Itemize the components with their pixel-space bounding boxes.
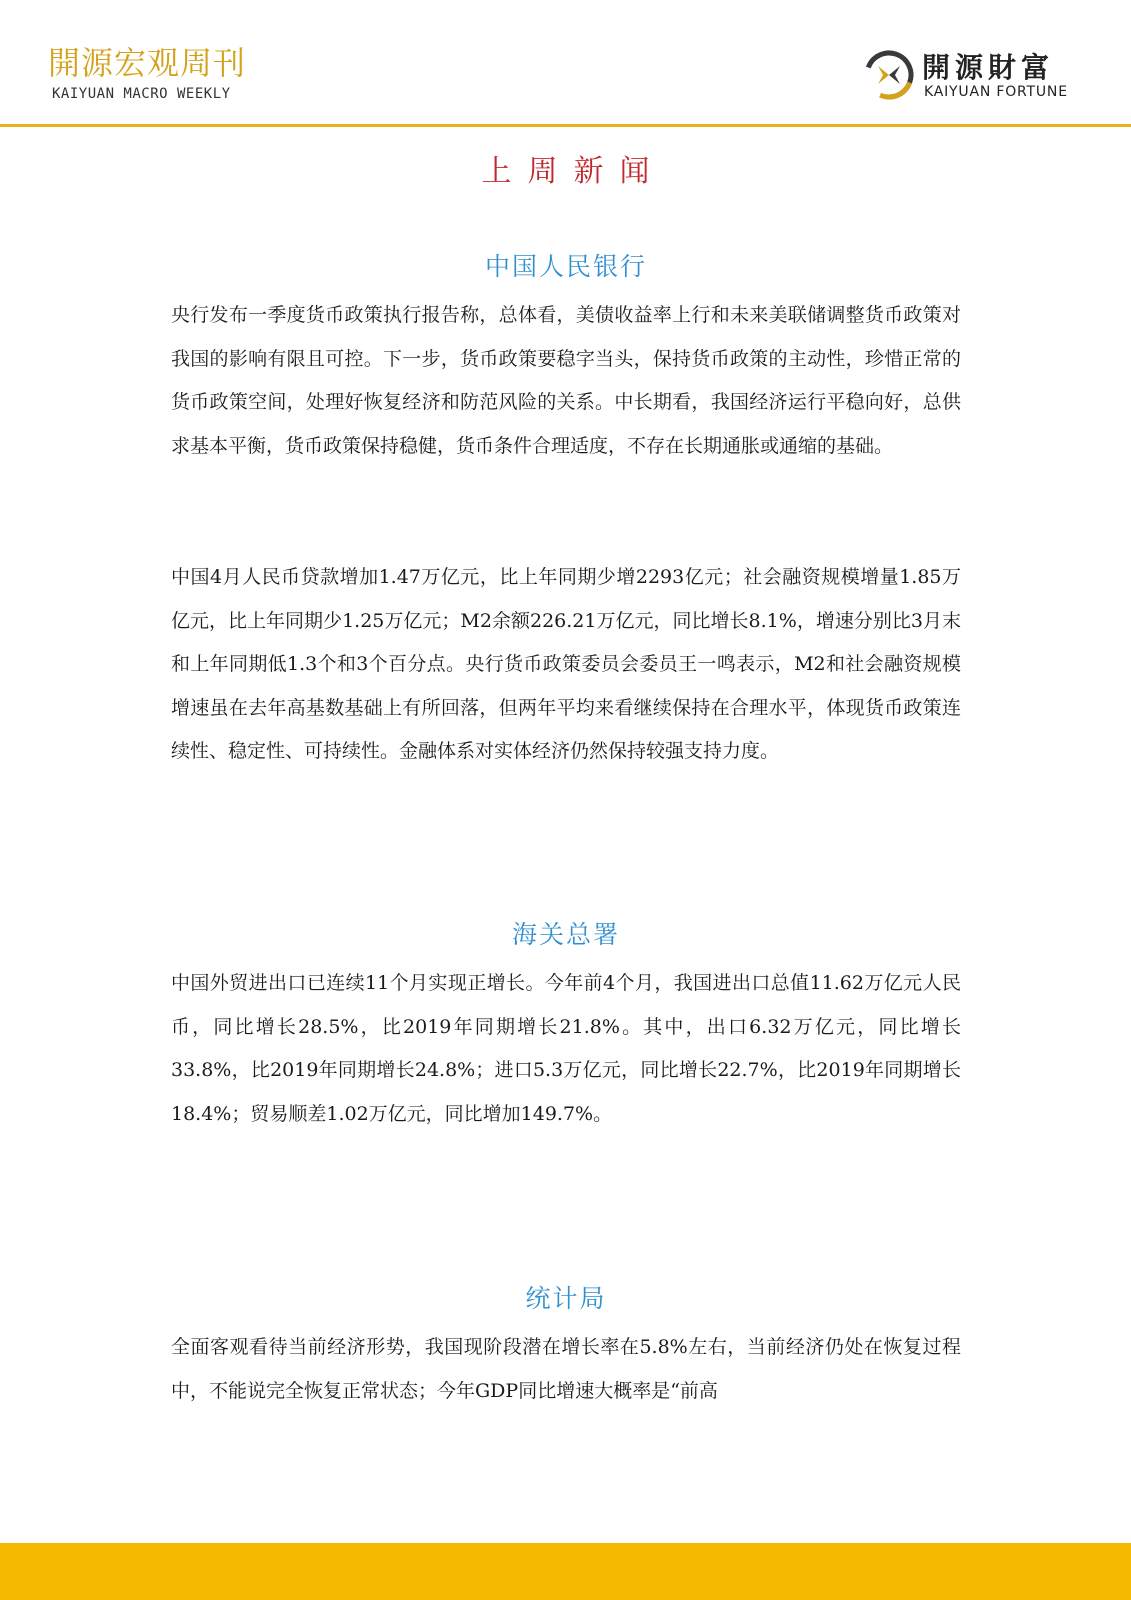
- kaiyuan-logo-icon: [864, 50, 914, 100]
- page-header: [0, 0, 1131, 126]
- brand-title: 開源宏观周刊: [48, 44, 247, 82]
- section-heading-customs: 海关总署: [511, 920, 620, 949]
- section-heading-statistics: 统计局: [525, 1284, 607, 1313]
- header-divider: [0, 124, 1131, 127]
- paragraph: 央行发布一季度货币政策执行报告称，总体看，美债收益率上行和未来美联储调整货币政策对我国的影响有限且可控。下一步，货币政策要稳字当头，保持货币政策的主动性，珍惜正常的货币政策空间，处理好恢复经济和防范风险的关系。中长期看，我国经济运行平稳向好，总供求基本平衡，货币政策保持稳健，货币条件合理适度，不存在长期通胀或通缩的基础。: [171, 304, 961, 457]
- paragraph: 中国4月人民币贷款增加1.47万亿元，比上年同期少增2293亿元；社会融资规模增量1.85万亿元，比上年同期少1.25万亿元；M2余额226.21万亿元，同比增长8.1%，增速分别比3月末和上年同期低1.3个和3个百分点。央行货币政策委员会委员王一鸣表示，M2和社会融资规模增速虽在去年高基数基础上有所回落，但两年平均来看继续保持在合理水平，体现货币政策连续性、稳定性、可持续性。金融体系对实体经济仍然保持较强支持力度。: [171, 566, 961, 762]
- footer-bar: [0, 1543, 1131, 1600]
- brand-subtitle: KAIYUAN MACRO WEEKLY: [52, 86, 231, 102]
- logo-name-cn: 開源財富: [922, 51, 1055, 84]
- logo-name-en: KAIYUAN FORTUNE: [924, 84, 1068, 100]
- paragraph: 中国外贸进出口已连续11个月实现正增长。今年前4个月，我国进出口总值11.62万亿元人民币，同比增长28.5%，比2019年同期增长21.8%。其中，出口6.32万亿元，同比增长33.8%，比2019年同期增长24.8%；进口5.3万亿元，同比增长22.7%，比2019年同期增长18.4%；贸易顺差1.02万亿元，同比增加149.7%。: [171, 972, 961, 1125]
- page-title: 上周新闻: [481, 154, 666, 189]
- paragraph: 全面客观看待当前经济形势，我国现阶段潜在增长率在5.8%左右，当前经济仍处在恢复过程中，不能说完全恢复正常状态；今年GDP同比增速大概率是“前高: [171, 1336, 961, 1402]
- section-heading-pboc: 中国人民银行: [484, 252, 647, 281]
